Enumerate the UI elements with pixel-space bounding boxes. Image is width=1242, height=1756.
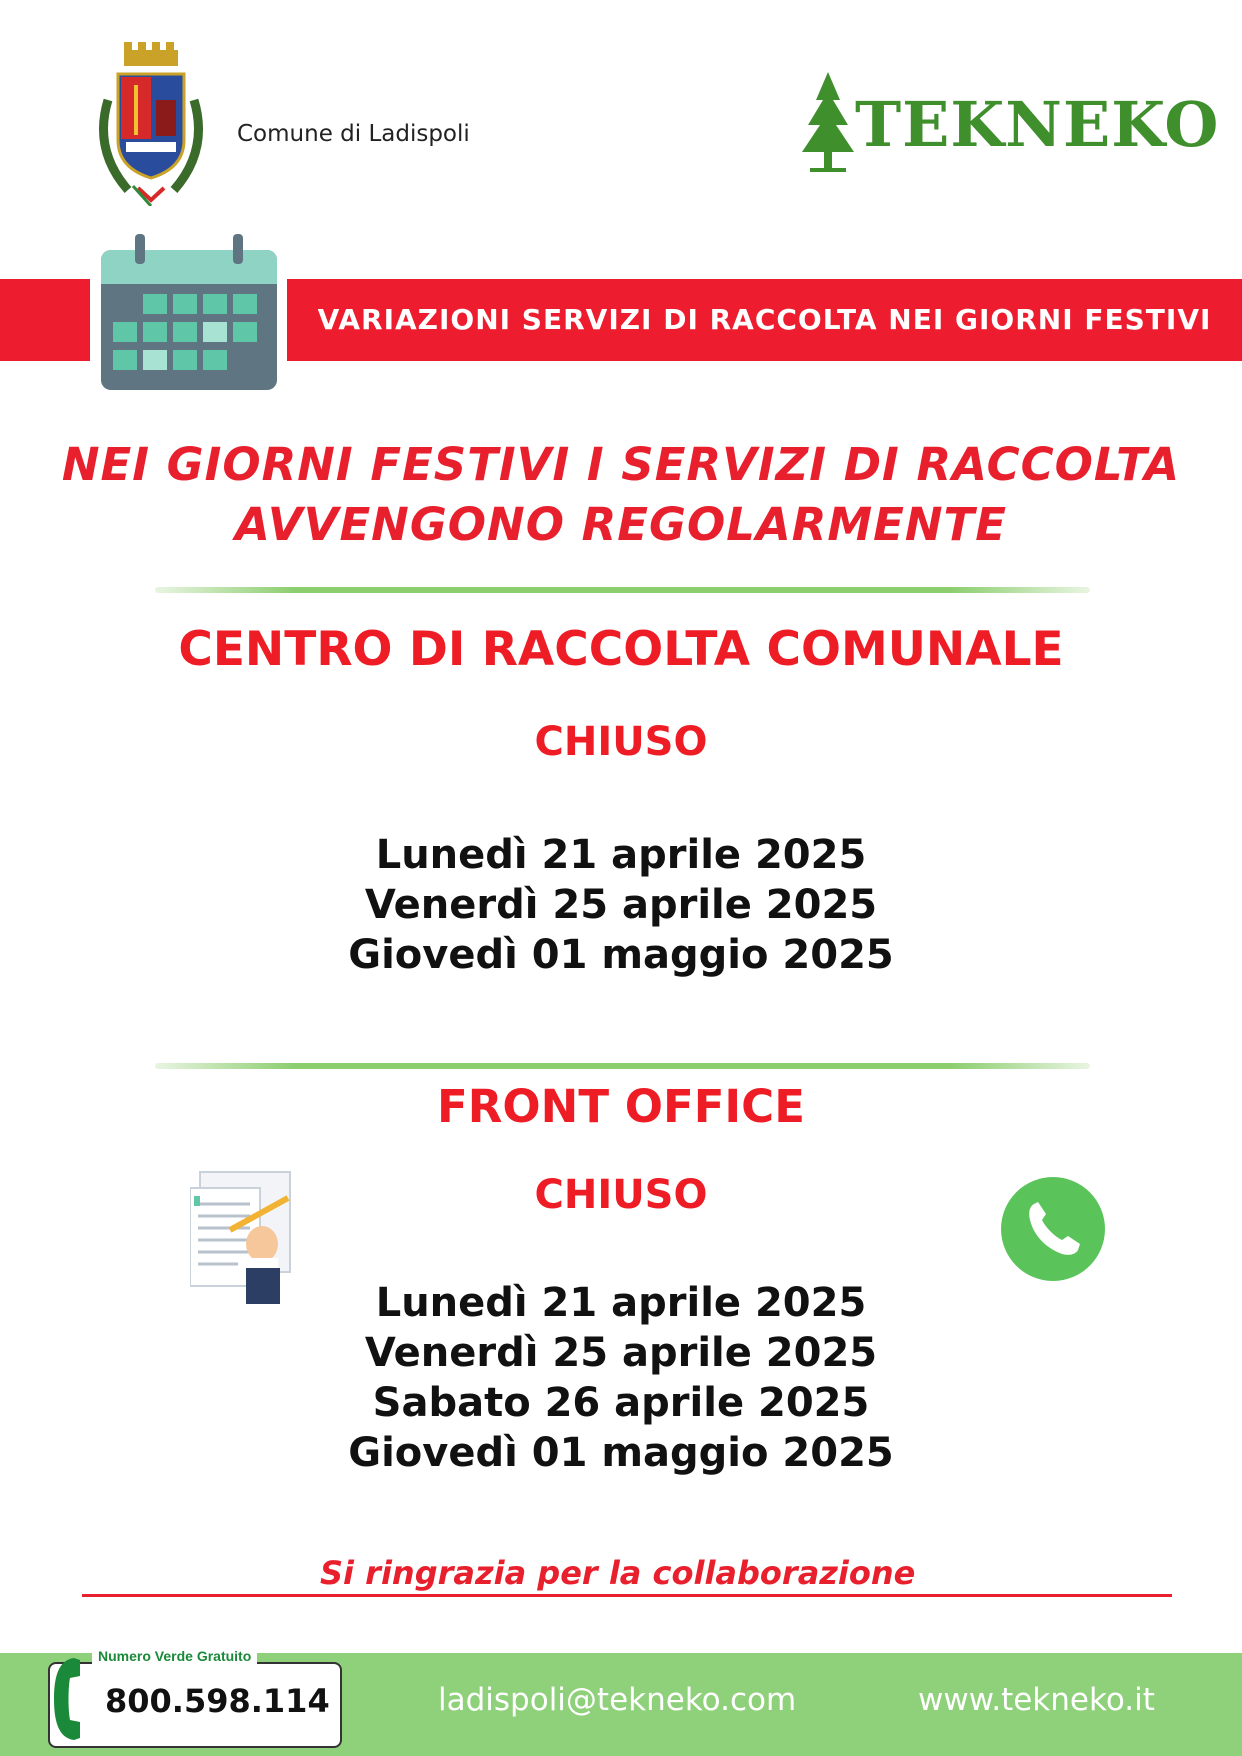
numero-verde-handset-icon: [46, 1654, 88, 1744]
numero-verde-label: Numero Verde Gratuito: [92, 1648, 257, 1664]
tekneko-wordmark: TEKNEKO: [855, 88, 1220, 161]
tekneko-tree-logo: [798, 70, 858, 176]
centro-date-2: Venerdì 25 aprile 2025: [364, 882, 878, 928]
comune-coat-of-arms: [88, 40, 214, 206]
banner-bar-left: [0, 279, 90, 361]
banner-title: VARIAZIONI SERVIZI DI RACCOLTA NEI GIORNI FESTIVI: [317, 303, 1212, 336]
centro-date-1: Lunedì 21 aprile 2025: [375, 832, 867, 878]
contact-email[interactable]: ladispoli@tekneko.com: [438, 1682, 797, 1718]
divider-1: [155, 587, 1090, 593]
front-office-date-1: Lunedì 21 aprile 2025: [375, 1280, 867, 1326]
centro-status: CHIUSO: [534, 719, 708, 765]
front-office-status: CHIUSO: [534, 1172, 708, 1218]
notice-line-1: NEI GIORNI FESTIVI I SERVIZI DI RACCOLTA: [61, 438, 1181, 491]
thanks-note: Si ringrazia per la collaborazione: [320, 1554, 916, 1592]
front-office-date-4: Giovedì 01 maggio 2025: [348, 1430, 894, 1476]
notice-line-2: AVVENGONO REGOLARMENTE: [235, 498, 1007, 551]
divider-2: [155, 1063, 1090, 1069]
centro-date-3: Giovedì 01 maggio 2025: [348, 932, 894, 978]
calendar-icon: [101, 234, 277, 390]
front-office-date-3: Sabato 26 aprile 2025: [372, 1380, 870, 1426]
phone-icon: [1000, 1176, 1106, 1282]
website-link[interactable]: www.tekneko.it: [918, 1682, 1155, 1718]
numero-verde-phone[interactable]: 800.598.114: [105, 1682, 330, 1720]
comune-label: Comune di Ladispoli: [237, 121, 470, 147]
front-office-title: FRONT OFFICE: [437, 1080, 805, 1133]
thanks-underline: [82, 1594, 1172, 1597]
front-office-date-2: Venerdì 25 aprile 2025: [364, 1330, 878, 1376]
centro-title: CENTRO DI RACCOLTA COMUNALE: [178, 622, 1064, 677]
